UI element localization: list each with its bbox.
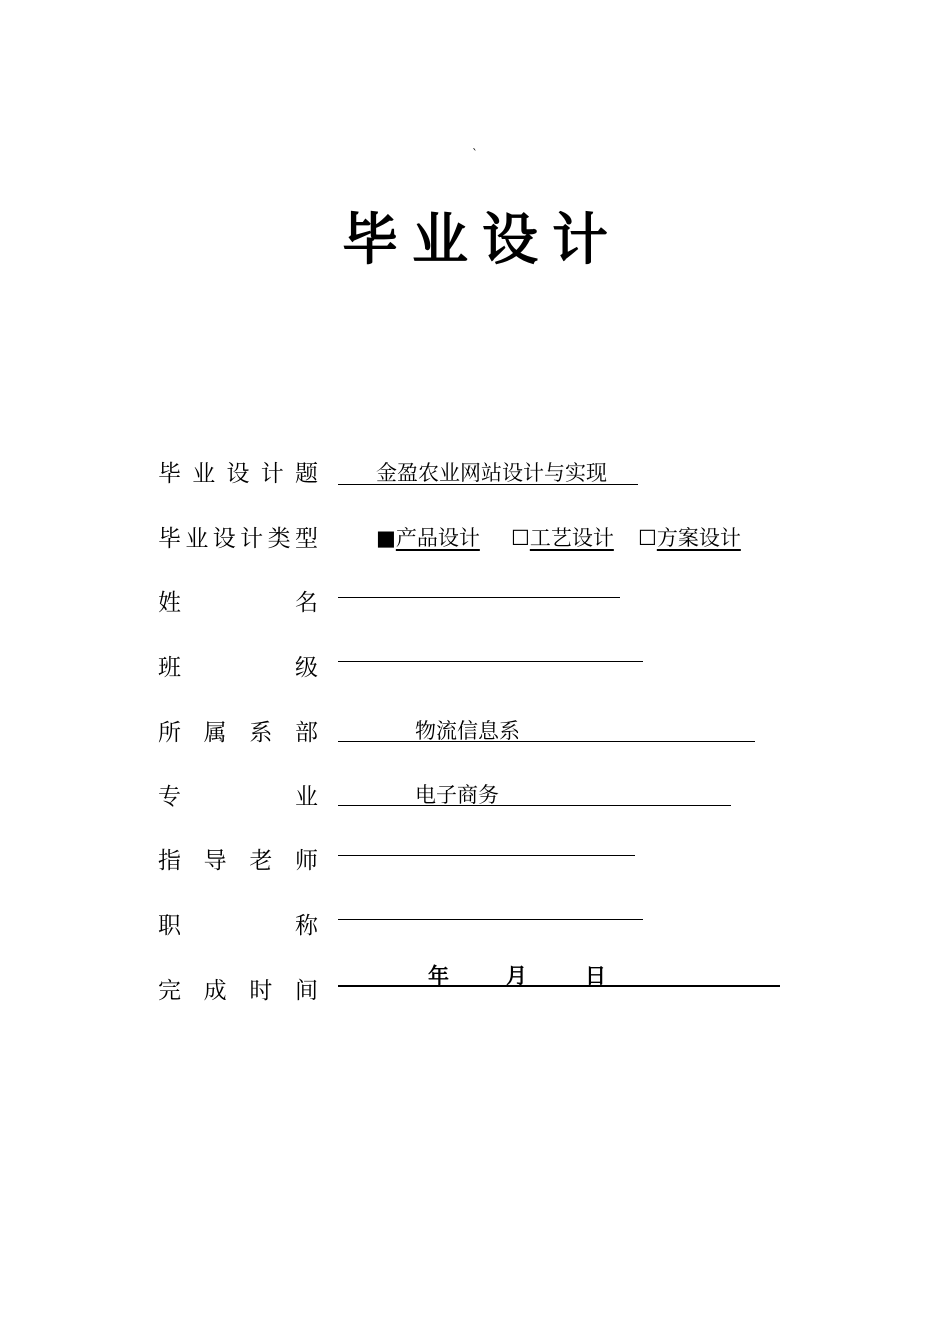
major-underline (338, 805, 731, 806)
label-char: 班 (158, 655, 181, 681)
label-char: 业 (295, 784, 318, 810)
label-char: 毕 (158, 526, 181, 552)
label-completion-time (158, 976, 318, 1006)
job-title-field[interactable] (338, 919, 643, 920)
class-field[interactable] (338, 661, 643, 662)
date-month[interactable]: 月 (506, 964, 527, 988)
label-topic (158, 459, 318, 489)
page-title: 毕业设计 (342, 208, 622, 273)
label-char: 设 (212, 526, 236, 552)
label-char: 设 (226, 461, 250, 487)
label-advisor (158, 846, 318, 876)
option-label: 方案设计 (656, 526, 741, 550)
label-char: 师 (294, 848, 318, 874)
label-char: 计 (240, 526, 264, 552)
label-char: 所 (158, 720, 181, 746)
label-char: 计 (260, 461, 284, 487)
label-char: 完 (158, 978, 181, 1004)
label-char: 属 (203, 720, 227, 746)
checkbox-unchecked-icon: ☐ (511, 526, 530, 550)
label-char: 业 (192, 461, 216, 487)
label-char: 题 (295, 461, 318, 487)
option-label: 工艺设计 (529, 526, 614, 550)
department-value[interactable]: 物流信息系 (415, 719, 520, 743)
top-mark: ` (472, 147, 478, 161)
label-char: 毕 (158, 461, 181, 487)
label-char: 指 (158, 848, 181, 874)
label-char: 成 (203, 978, 227, 1004)
label-char: 型 (294, 526, 318, 552)
option-plan-design[interactable] (638, 524, 741, 552)
label-class (158, 653, 318, 683)
label-char: 业 (185, 526, 209, 552)
label-char: 职 (158, 913, 181, 939)
label-char: 专 (158, 784, 181, 810)
date-day[interactable]: 日 (585, 964, 606, 988)
option-product-design[interactable] (376, 524, 480, 552)
label-char: 类 (267, 526, 291, 552)
major-value[interactable]: 电子商务 (415, 783, 499, 807)
checkbox-unchecked-icon: ☐ (638, 526, 657, 550)
option-label: 产品设计 (395, 526, 480, 550)
label-char: 称 (295, 913, 318, 939)
label-name (158, 588, 318, 618)
label-char: 部 (294, 720, 318, 746)
label-char: 级 (295, 655, 318, 681)
label-char: 名 (295, 590, 318, 616)
department-underline (338, 741, 755, 742)
checkbox-checked-icon: ■ (376, 526, 396, 550)
advisor-field[interactable] (338, 855, 635, 856)
name-field[interactable] (338, 597, 620, 598)
completion-time-underline (338, 985, 780, 987)
label-design-type (158, 524, 318, 554)
label-char: 导 (203, 848, 227, 874)
label-major (158, 782, 318, 812)
label-department (158, 718, 318, 748)
label-char: 间 (294, 978, 318, 1004)
label-char: 姓 (158, 590, 181, 616)
topic-value[interactable]: 金盈农业网站设计与实现 (376, 461, 607, 485)
option-process-design[interactable] (511, 524, 614, 552)
label-char: 时 (249, 978, 273, 1004)
label-char: 老 (249, 848, 273, 874)
date-year[interactable]: 年 (428, 964, 449, 988)
label-char: 系 (249, 720, 273, 746)
label-job-title (158, 911, 318, 941)
